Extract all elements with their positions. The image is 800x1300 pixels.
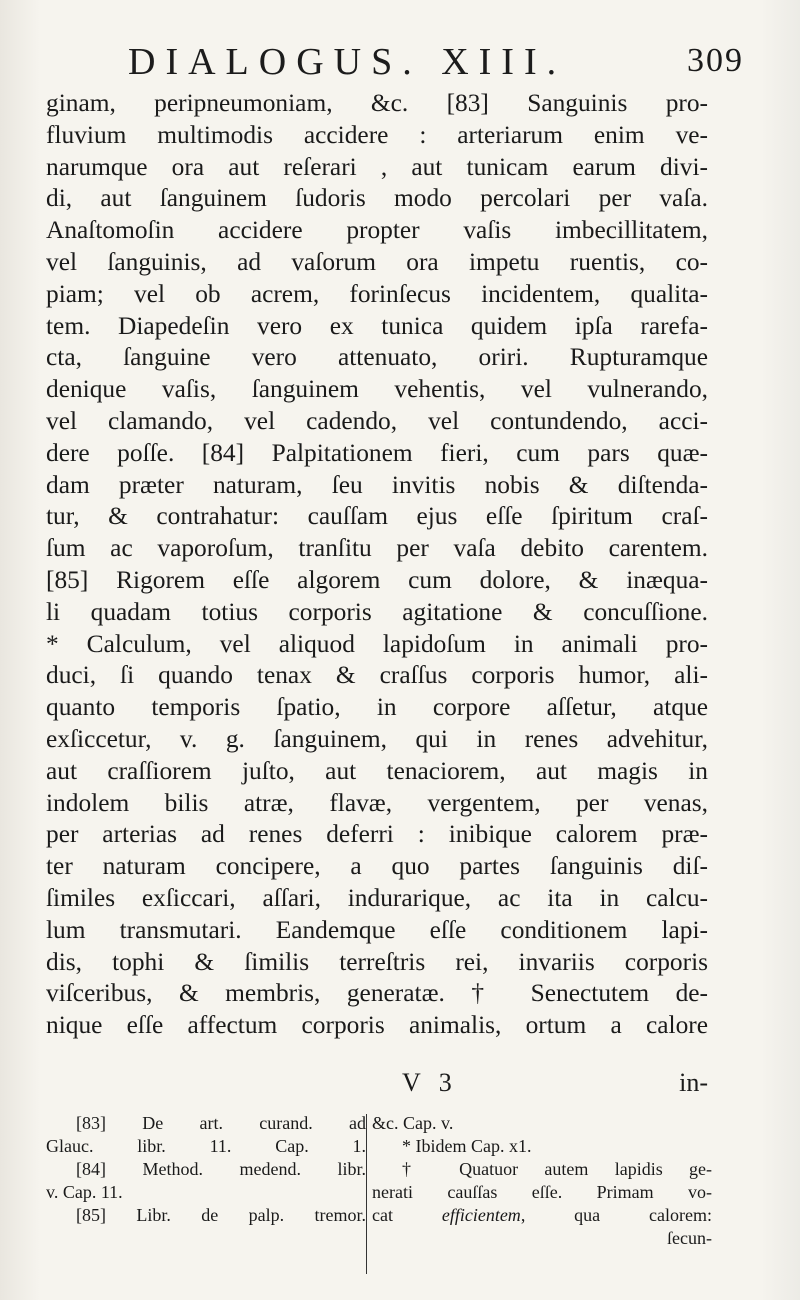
catchword: in- (679, 1068, 708, 1097)
footnote-italic-term: efficientem (441, 1205, 521, 1225)
footnote-line: Glauc. libr. 11. Cap. 1. (46, 1136, 366, 1156)
footnote-line: † Quatuor autem lapidis ge- (402, 1159, 712, 1179)
footnote-line: &c. Cap. v. (372, 1113, 454, 1133)
text-line: li quadam totius corporis agitatione & concuſſione. (46, 597, 708, 626)
text-line: ſum ac vaporoſum, tranſitu per vaſa debito carentem. (46, 534, 708, 563)
text-line: cta, ſanguine vero attenuato, oriri. Rupturamque (46, 343, 708, 372)
running-head: DIALOGUS. XIII. (128, 41, 567, 83)
text-line: exſiccetur, v. g. ſanguinem, qui in renes advehitur, (46, 724, 708, 753)
footnote-line: [83] De art. curand. ad (76, 1113, 366, 1133)
footnotes (46, 1112, 712, 1282)
footnote-line-mixed (372, 1204, 712, 1227)
text-line: nique eſſe affectum corporis animalis, ortum a calore (46, 1011, 708, 1040)
footnotes-left-column (46, 1112, 366, 1227)
text-line: ter naturam concipere, a quo partes ſanguinis diſ- (46, 852, 708, 881)
text-line: duci, ſi quando tenax & craſſus corporis humor, ali- (46, 661, 708, 690)
text-line: di, aut ſanguinem ſudoris modo percolari per vaſa. (46, 184, 708, 213)
text-line: tur, & contrahatur: cauſſam ejus eſſe ſpiritum craſ- (46, 502, 708, 531)
text-line: tem. Diapedeſin vero ex tunica quidem ipſa rarefa- (46, 311, 708, 340)
text-line: narumque ora aut reſerari , aut tunicam earum divi- (46, 152, 708, 181)
text-line: quanto temporis ſpatio, in corpore aſſetur, atque (46, 693, 708, 722)
footnote-text: , qua calorem: (520, 1205, 712, 1225)
main-text (46, 88, 708, 1042)
footnotes-right-column (372, 1112, 712, 1250)
text-line: vel ſanguinis, ad vaſorum ora impetu ruentis, co- (46, 247, 708, 276)
text-line: [85] Rigorem eſſe algorem cum dolore, & inæqua- (46, 565, 708, 594)
text-line: denique vaſis, ſanguinem vehentis, vel vulnerando, (46, 375, 708, 404)
footnote-line: nerati cauſſas eſſe. Primam vo- (372, 1182, 712, 1202)
text-line: dis, tophi & ſimilis terreſtris rei, invariis corporis (46, 947, 708, 976)
text-line: per arterias ad renes deferri : inibique calorem præ- (46, 820, 708, 849)
page-header (48, 40, 768, 90)
text-line: ginam, peripneumoniam, &c. [83] Sanguinis pro- (46, 89, 708, 117)
signature-mark: V 3 (402, 1068, 458, 1097)
footnote-text: cat (372, 1205, 393, 1225)
text-line: * Calculum, vel aliquod lapidoſum in animali pro- (46, 629, 708, 658)
footnote-line: [84] Method. medend. libr. (76, 1159, 366, 1179)
text-line: lum transmutari. Eandemque eſſe conditionem lapi- (46, 915, 708, 944)
text-line: aut craſſiorem juſto, aut tenaciorem, aut magis in (46, 756, 708, 785)
text-line: dere poſſe. [84] Palpitationem fieri, cum pars quæ- (46, 438, 708, 467)
footnote-line: ſecun- (667, 1228, 712, 1248)
text-line: vel clamando, vel cadendo, vel contundendo, acci- (46, 406, 708, 435)
footnote-line: * Ibidem Cap. x1. (402, 1136, 532, 1156)
text-line: viſceribus, & membris, generatæ. † Senectutem de- (46, 979, 708, 1008)
footnote-line: [85] Libr. de palp. tremor. (76, 1205, 366, 1225)
page-number: 309 (687, 42, 744, 79)
text-line: ſimiles exſiccari, aſſari, indurarique, ac ita in calcu- (46, 883, 708, 912)
text-line: dam præter naturam, ſeu invitis nobis & diſtenda- (46, 470, 708, 499)
text-line: piam; vel ob acrem, forinſecus incidentem, qualita- (46, 279, 708, 308)
text-line: indolem bilis atræ, flavæ, vergentem, per venas, (46, 788, 708, 817)
text-line: Anaſtomoſin accidere propter vaſis imbecillitatem, (46, 216, 708, 245)
footnote-column-divider (366, 1114, 367, 1274)
signature-line (46, 1068, 708, 1102)
footnote-line: v. Cap. 11. (46, 1182, 123, 1202)
text-line: fluvium multimodis accidere : arteriarum enim ve- (46, 120, 708, 149)
